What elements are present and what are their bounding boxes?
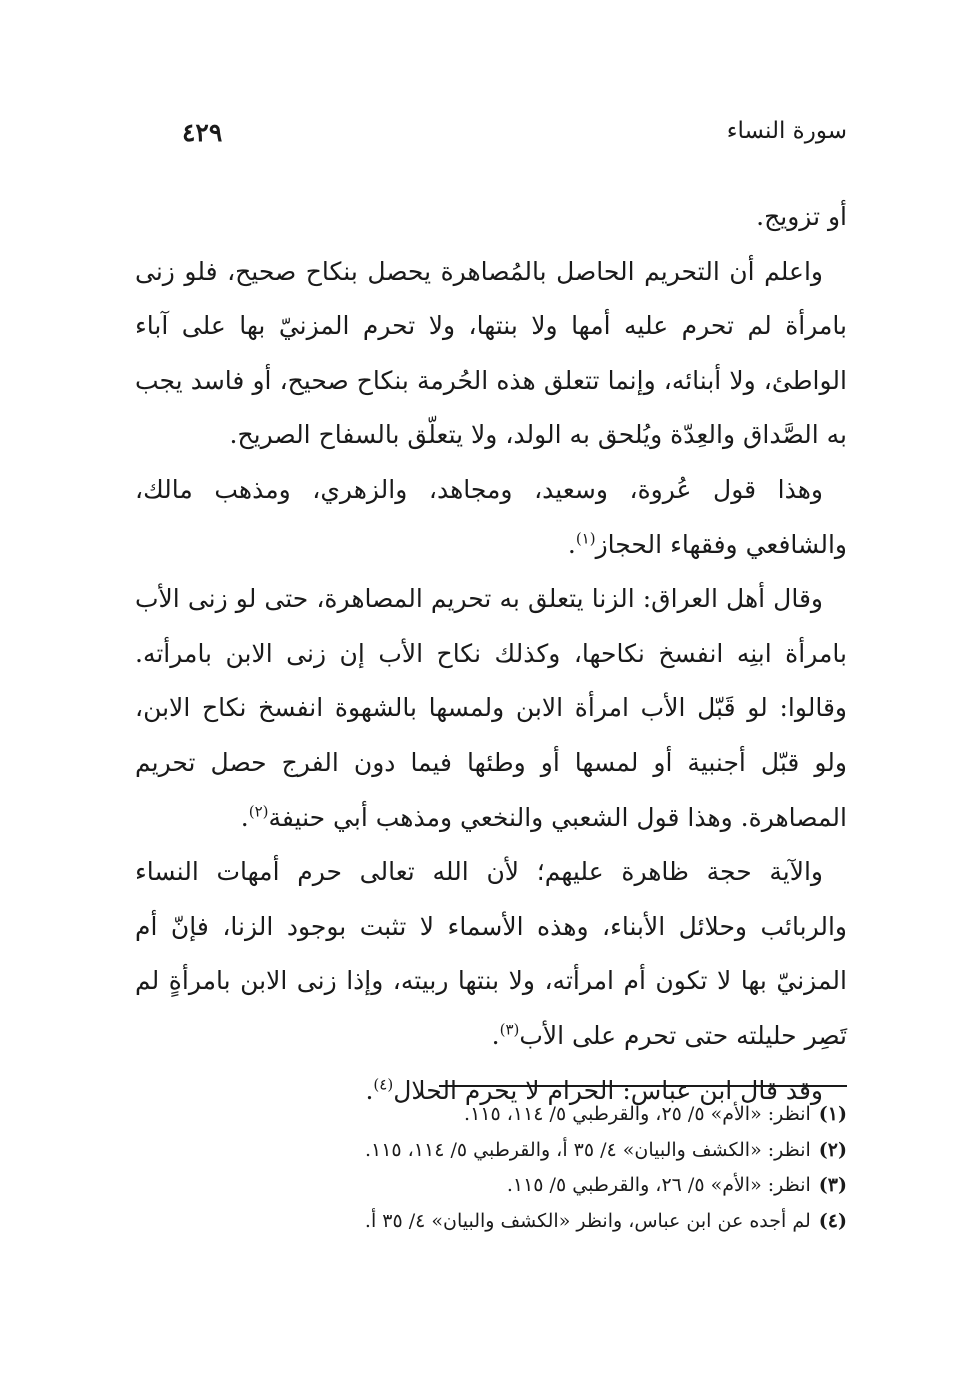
footnote-divider <box>439 1085 847 1087</box>
footnote-text: انظر: «الكشف والبيان» ٤/ ٣٥ أ، والقرطبي ٥/ ١١٤، ١١٥. <box>364 1138 811 1161</box>
period: . <box>567 529 576 559</box>
paragraph-text: وقد قال ابن عباس: الحرام لا يحرم الحلال <box>393 1075 823 1105</box>
paragraph-text: والآية حجة ظاهرة عليهم؛ لأن الله تعالى حرم أمهات النساء والربائب وحلائل الأبناء، وهذه الأسماء لا تثبت بوجود الزنا، فإنّ أم المزنيّ بها لا تكون أم امرأته، ولا بنتها ربيته، وإذا زنى الابن بامرأةٍ لم تَصِر حليلته حتى تحرم على الأب <box>135 857 847 1050</box>
paragraph-text: وهذا قول عُروة، وسعيد، ومجاهد، والزهري، ومذهب مالك، والشافعي وفقهاء الحجاز <box>135 474 847 559</box>
paragraph-5 <box>135 845 847 1063</box>
footnote-ref-1[interactable]: (١) <box>575 529 596 548</box>
footnote-number: (٣) <box>818 1174 847 1196</box>
footnote-ref-4[interactable]: (٤) <box>373 1075 394 1094</box>
paragraph-2 <box>135 245 847 463</box>
main-text <box>135 190 847 1118</box>
page-number: ٤٢٩ <box>182 118 223 147</box>
paragraph-1 <box>135 190 847 245</box>
footnote-2 <box>135 1133 847 1169</box>
footnotes <box>135 1097 847 1239</box>
period: . <box>491 1020 500 1050</box>
footnote-number: (١) <box>818 1103 847 1125</box>
footnote-text: انظر: «الأم» ٥/ ٢٦، والقرطبي ٥/ ١١٥. <box>506 1174 811 1196</box>
page-header <box>150 118 847 158</box>
footnote-1 <box>135 1097 847 1133</box>
period: . <box>240 802 249 832</box>
footnote-number: (٤) <box>818 1209 847 1232</box>
paragraph-text: واعلم أن التحريم الحاصل بالمُصاهرة يحصل بنكاح صحيح، فلو زنى بامرأة لم تحرم عليه أمها ولا بنتها، ولا تحرم المزنيّ بها على آباء الواطئ، ولا أبنائه، وإنما تتعلق هذه الحُرمة بنكاح صحيح، أو فاسد يجب به الصَّداق والعِدّة ويُلحق به الولد، ولا يتعلّق بالسفاح الصريح. <box>135 256 847 450</box>
footnote-3 <box>135 1168 847 1204</box>
footnote-4 <box>135 1204 847 1240</box>
surah-title: سورة النساء <box>726 118 847 144</box>
paragraph-text: أو تزويج. <box>756 202 847 231</box>
footnote-ref-3[interactable]: (٣) <box>499 1020 520 1039</box>
paragraph-text: وقال أهل العراق: الزنا يتعلق به تحريم المصاهرة، حتى لو زنى الأب بامرأة ابنِه انفسخ نكاحها، وكذلك نكاح الأب إن زنى الابن بامرأته. وقالوا: لو قَبّل الأب امرأة الابن ولمسها بالشهوة انفسخ نكاح الابن، ولو قبّل أجنبية أو لمسها أو وطئها فيما دون الفرج حصل تحريم المصاهرة. وهذا قول الشعبي والنخعي ومذهب أبي حنيفة <box>135 584 847 832</box>
footnote-number: (٢) <box>818 1138 847 1161</box>
paragraph-4 <box>135 572 847 845</box>
footnote-text: انظر: «الأم» ٥/ ٢٥، والقرطبي ٥/ ١١٤، ١١٥. <box>464 1103 811 1125</box>
paragraph-3 <box>135 463 847 572</box>
footnote-text: لم أجده عن ابن عباس، وانظر «الكشف والبيان» ٤/ ٣٥ أ. <box>364 1209 811 1232</box>
period: . <box>365 1075 374 1105</box>
footnote-ref-2[interactable]: (٢) <box>248 802 269 821</box>
